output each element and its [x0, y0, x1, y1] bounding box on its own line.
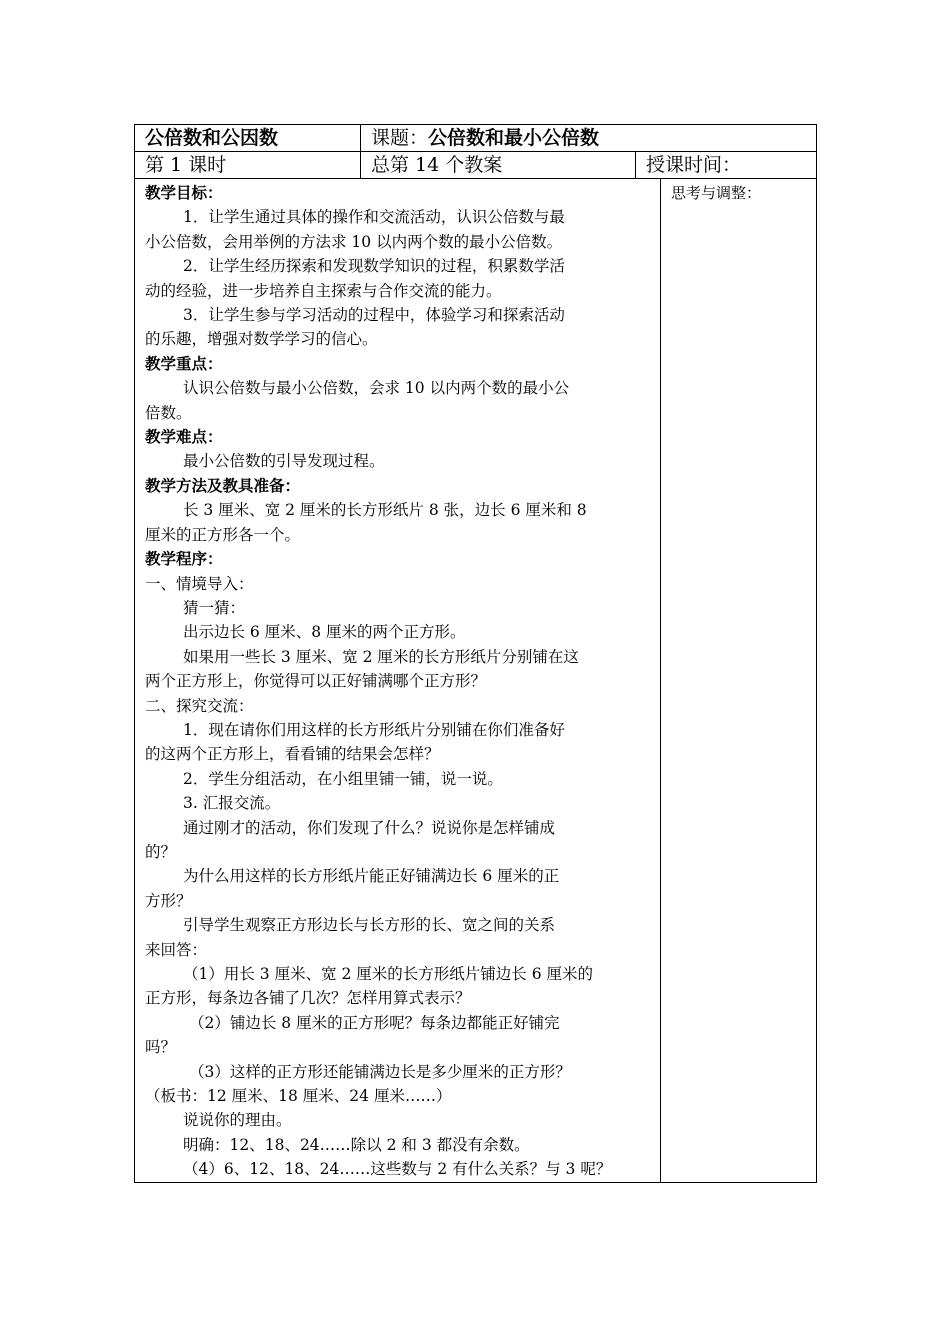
content-line: （3）这样的正方形还能铺满边长是多少厘米的正方形？ — [189, 1062, 571, 1081]
content-line: 引导学生观察正方形边长与长方形的长、宽之间的关系 — [183, 916, 556, 935]
lesson-plan-table — [134, 124, 817, 1183]
heading-difficulties: 教学难点： — [145, 427, 223, 447]
content-line: 小公倍数，会用举例的方法求 10 以内两个数的最小公倍数。 — [145, 232, 563, 251]
content-line: （2）铺边长 8 厘米的正方形呢？每条边都能正好铺完 — [189, 1013, 560, 1032]
topic-cell — [361, 125, 817, 152]
plan-number: 总第 14 个教案 — [361, 152, 636, 179]
heading-methods: 教学方法及教具准备： — [145, 475, 301, 495]
content-line: 说说你的理由。 — [183, 1111, 292, 1130]
content-line: 为什么用这样的长方形纸片能正好铺满边长 6 厘米的正 — [183, 867, 560, 886]
teaching-time: 授课时间： — [636, 152, 817, 179]
content-line: 正方形，每条边各铺了几次？怎样用算式表示？ — [145, 989, 471, 1008]
content-line: 的这两个正方形上，看看铺的结果会怎样？ — [145, 745, 440, 764]
content-line: 的乐趣，增强对数学学习的信心。 — [145, 330, 378, 349]
content-line: 2．让学生经历探索和发现数学知识的过程，积累数学活 — [183, 257, 565, 276]
content-line: 来回答： — [145, 940, 208, 959]
topic-title: 公倍数和最小公倍数 — [428, 127, 600, 149]
heading-objectives: 教学目标： — [145, 183, 223, 202]
content-line: （1）用长 3 厘米、宽 2 厘米的长方形纸片铺边长 6 厘米的 — [183, 965, 594, 983]
content-line: （4）6、12、18、24……这些数与 2 有什么关系？与 3 呢？ — [183, 1160, 612, 1179]
lesson-content — [135, 179, 661, 1183]
unit-title: 公倍数和公因数 — [135, 125, 361, 152]
content-line: 吗？ — [145, 1038, 177, 1057]
reflection-column — [661, 179, 817, 1183]
section-heading: 一、情境导入： — [145, 574, 254, 593]
header-row-1 — [135, 125, 817, 152]
lesson-number: 第 1 课时 — [135, 152, 361, 179]
body-row — [135, 179, 817, 1183]
content-line: 猜一猜： — [183, 598, 246, 617]
content-line: 长 3 厘米、宽 2 厘米的长方形纸片 8 张，边长 6 厘米和 8 — [183, 501, 587, 520]
content-line: 如果用一些长 3 厘米、宽 2 厘米的长方形纸片分别铺在这 — [183, 647, 579, 666]
content-line: （板书：12 厘米、18 厘米、24 厘米……） — [145, 1087, 452, 1106]
content-line: 的？ — [145, 842, 177, 861]
content-line: 3．让学生参与学习活动的过程中，体验学习和探索活动 — [183, 306, 565, 325]
content-line: 方形？ — [145, 891, 192, 910]
topic-label: 课题： — [371, 127, 429, 149]
content-line: 两个正方形上，你觉得可以正好铺满哪个正方形？ — [145, 672, 487, 691]
heading-procedure: 教学程序： — [145, 549, 223, 569]
content-line: 1．让学生通过具体的操作和交流活动，认识公倍数与最 — [183, 208, 565, 227]
content-line: 最小公倍数的引导发现过程。 — [183, 452, 385, 471]
content-line: 2．学生分组活动，在小组里铺一铺，说一说。 — [183, 769, 503, 788]
content-line: 厘米的正方形各一个。 — [145, 525, 301, 544]
content-line: 出示边长 6 厘米、8 厘米的两个正方形。 — [183, 623, 466, 642]
section-heading: 二、探究交流： — [145, 696, 254, 715]
reflection-label: 思考与调整： — [671, 184, 762, 202]
content-line: 动的经验，进一步培养自主探索与合作交流的能力。 — [145, 281, 502, 300]
content-line: 倍数。 — [145, 403, 192, 422]
content-line: 通过刚才的活动，你们发现了什么？说说你是怎样铺成 — [183, 818, 556, 837]
content-line: 3. 汇报交流。 — [183, 794, 281, 813]
heading-key-points: 教学重点： — [145, 353, 223, 373]
content-line: 认识公倍数与最小公倍数，会求 10 以内两个数的最小公 — [183, 379, 570, 398]
content-line: 1．现在请你们用这样的长方形纸片分别铺在你们准备好 — [183, 720, 565, 739]
content-line: 明确：12、18、24……除以 2 和 3 都没有余数。 — [183, 1135, 530, 1154]
header-row-2 — [135, 152, 817, 179]
